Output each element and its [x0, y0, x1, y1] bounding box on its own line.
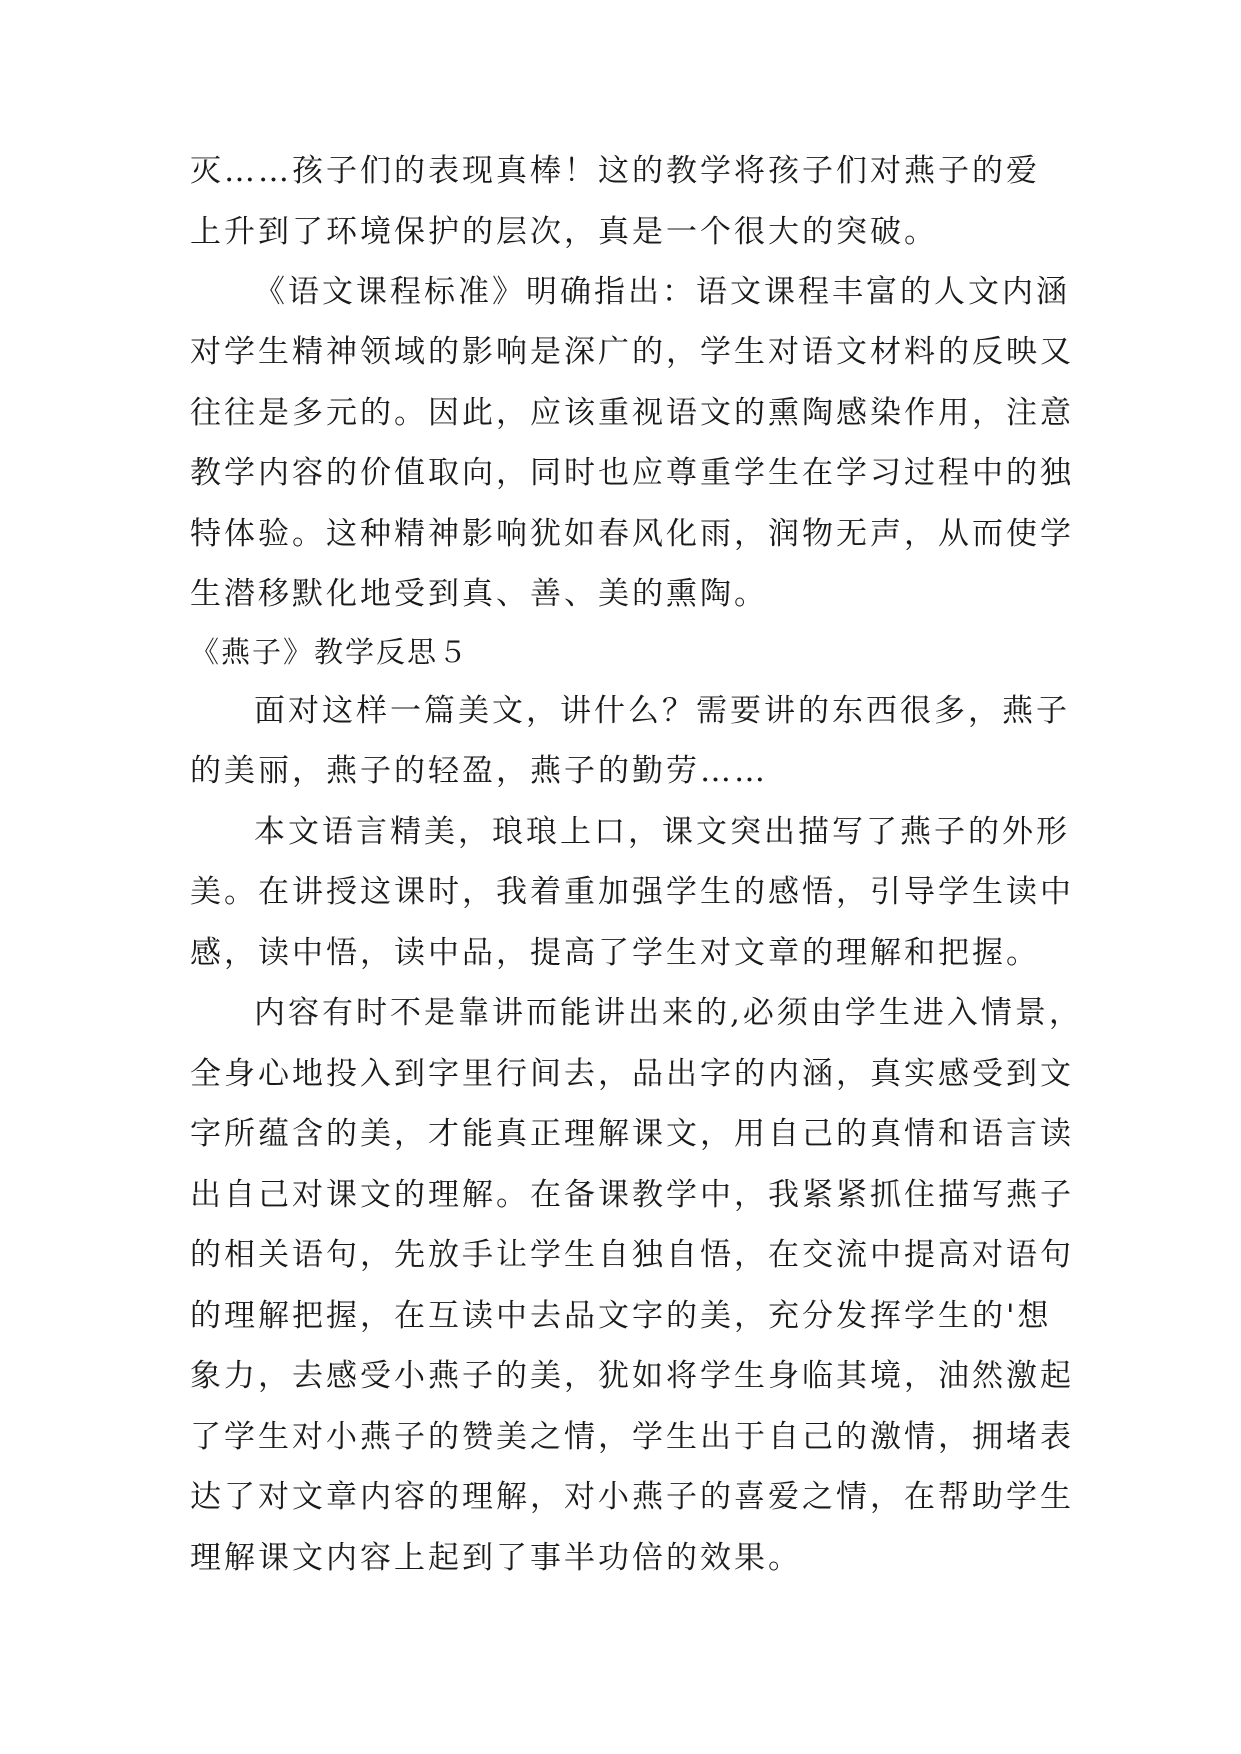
- paragraph-5-line-4: 出自己对课文的理解。在备课教学中，我紧紧抓住描写燕子: [190, 1177, 1074, 1213]
- paragraph-2-line-6: 生潜移默化地受到真、善、美的熏陶。: [190, 576, 768, 612]
- paragraph-4-line-3: 感，读中悟，读中品，提高了学生对文章的理解和把握。: [190, 935, 1040, 971]
- paragraph-1-line-1: 灭……孩子们的表现真棒！这的教学将孩子们对燕子的爱: [190, 153, 1040, 189]
- paragraph-5-line-2: 全身心地投入到字里行间去，品出字的内涵，真实感受到文: [190, 1056, 1074, 1092]
- paragraph-5-line-10: 理解课文内容上起到了事半功倍的效果。: [190, 1540, 802, 1576]
- paragraph-5-line-3: 字所蕴含的美，才能真正理解课文，用自己的真情和语言读: [190, 1116, 1074, 1152]
- paragraph-3-line-2: 的美丽，燕子的轻盈，燕子的勤劳……: [190, 753, 768, 789]
- paragraph-5-line-6: 的理解把握，在互读中去品文字的美，充分发挥学生的'想: [190, 1298, 1052, 1334]
- paragraph-2-line-3: 往往是多元的。因此，应该重视语文的熏陶感染作用，注意: [190, 395, 1074, 431]
- paragraph-2-line-4: 教学内容的价值取向，同时也应尊重学生在学习过程中的独: [190, 455, 1074, 491]
- paragraph-5-line-5: 的相关语句，先放手让学生自独自悟，在交流中提高对语句: [190, 1237, 1074, 1273]
- paragraph-5-line-9: 达了对文章内容的理解，对小燕子的喜爱之情，在帮助学生: [190, 1479, 1074, 1515]
- paragraph-2-line-5: 特体验。这种精神影响犹如春风化雨，润物无声，从而使学: [190, 516, 1074, 552]
- paragraph-2-line-1: 《语文课程标准》明确指出：语文课程丰富的人文内涵: [254, 274, 1070, 310]
- paragraph-4-line-2: 美。在讲授这课时，我着重加强学生的感悟，引导学生读中: [190, 874, 1074, 910]
- paragraph-5-line-1: 内容有时不是靠讲而能讲出来的,必须由学生进入情景，: [254, 995, 1083, 1031]
- section-heading: 《燕子》教学反思５: [190, 635, 470, 669]
- paragraph-1-line-2: 上升到了环境保护的层次，真是一个很大的突破。: [190, 214, 938, 250]
- paragraph-3-line-1: 面对这样一篇美文，讲什么？需要讲的东西很多，燕子: [254, 693, 1070, 729]
- paragraph-4-line-1: 本文语言精美，琅琅上口，课文突出描写了燕子的外形: [254, 814, 1070, 850]
- paragraph-5-line-8: 了学生对小燕子的赞美之情，学生出于自己的激情，拥堵表: [190, 1419, 1074, 1455]
- paragraph-2-line-2: 对学生精神领域的影响是深广的，学生对语文材料的反映又: [190, 334, 1074, 370]
- paragraph-5-line-7: 象力，去感受小燕子的美，犹如将学生身临其境，油然激起: [190, 1358, 1074, 1394]
